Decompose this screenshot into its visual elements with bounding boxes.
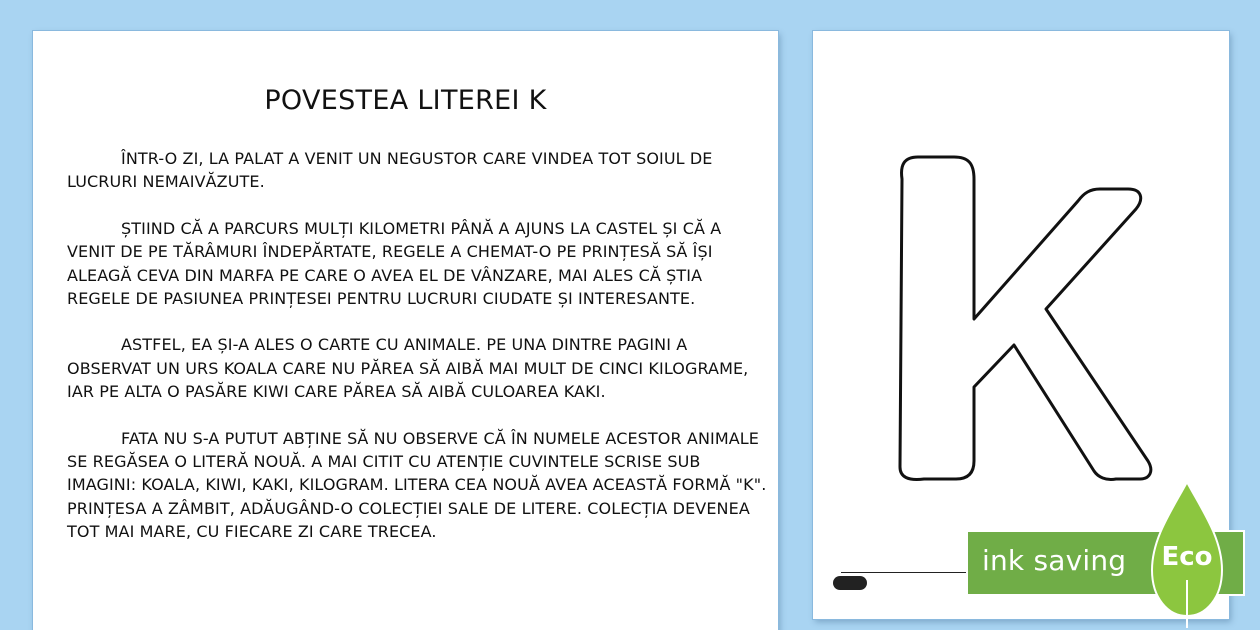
story-paragraph-2: ȘTIIND CĂ A PARCURS MULȚI KILOMETRI PÂNĂ A AJUNS LA CASTEL ȘI CĂ A VENIT DE PE TĂRÂMURI ÎNDEPĂRTATE, REGELE A CHEMAT-O PE PRINȚESĂ SĂ ÎȘI ALEAGĂ CEVA DIN MARFA PE CARE O AVEA EL DE VÂNZARE, MAI ALES CĂ ȘTIA REGELE DE PASIUNEA PRINȚESEI PENTRU LUCRURI CIUDATE ȘI INTERESANTE. <box>67 218 722 309</box>
ink-saving-label: ink saving <box>982 544 1127 577</box>
story-paragraph-4: FATA NU S-A PUTUT ABȚINE SĂ NU OBSERVE CĂ ÎN NUMELE ACESTOR ANIMALE SE REGĂSEA O LITERĂ NOUĂ. A MAI CITIT CU ATENȚIE CUVINTELE SCRISE SUB IMAGINI: KOALA, KIWI, KAKI, KILOGRAM. LITERA CEA NOUĂ AVEA ACEASTĂ FORMĂ "K". PRINȚESA A ZÂMBIT, ADĂUGÂND-O COLECȚIEI SALE DE LITERE. COLECȚIA DEVENEA TOT MAI MARE, CU FIECARE ZI CARE TRECEA. <box>67 428 767 542</box>
eco-label: Eco <box>1161 542 1213 572</box>
story-sheet <box>33 31 778 630</box>
story-body <box>67 147 767 567</box>
story-paragraph-1: ÎNTR-O ZI, LA PALAT A VENIT UN NEGUSTOR CARE VINDEA TOT SOIUL DE LUCRURI NEMAIVĂZUTE. <box>67 149 713 192</box>
story-title: POVESTEA LITEREI K <box>264 85 547 116</box>
letter-k-outline <box>896 149 1156 485</box>
story-paragraph-3: ASTFEL, EA ȘI-A ALES O CARTE CU ANIMALE. PE UNA DINTRE PAGINI A OBSERVAT UN URS KOALA CARE NU PĂREA SĂ AIBĂ MAI MULT DE CINCI KILOGRAME, IAR PE ALTA O PASĂRE KIWI CARE PĂREA SĂ AIBĂ CULOAREA KAKI. <box>67 335 749 402</box>
twinkl-logo-icon <box>833 576 867 590</box>
